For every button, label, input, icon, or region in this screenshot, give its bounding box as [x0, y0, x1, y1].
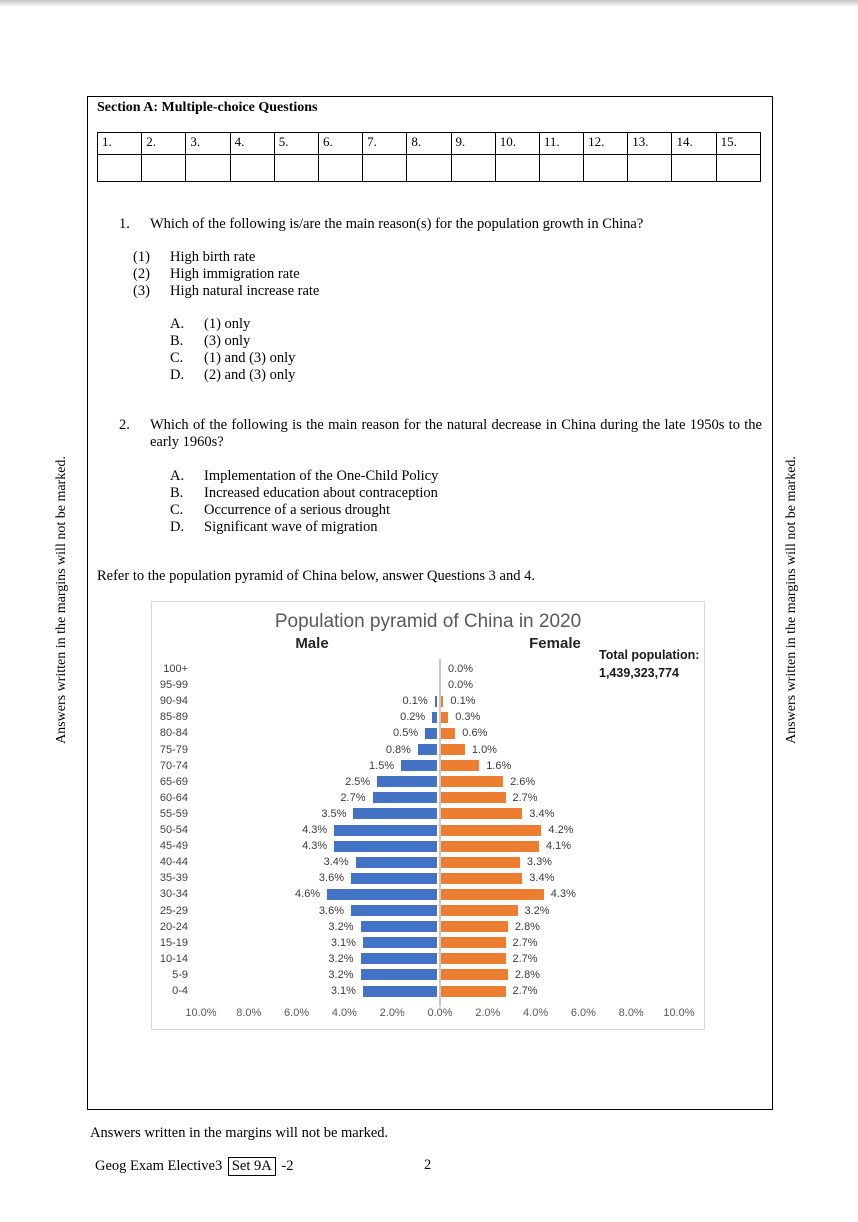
female-bar — [441, 921, 508, 932]
option-row — [170, 485, 438, 502]
option-text: Significant wave of migration — [204, 519, 378, 535]
female-value-label: 3.2% — [524, 904, 550, 917]
female-bar — [441, 841, 539, 852]
female-value-label: 3.3% — [526, 856, 552, 869]
answer-grid-blank-cell — [539, 155, 583, 182]
age-group-label: 30-34 — [159, 888, 188, 901]
page-top-shadow — [0, 0, 858, 7]
male-value-label: 4.3% — [302, 824, 328, 836]
option-text: Increased education about contraception — [204, 485, 438, 501]
male-value-label: 3.1% — [330, 936, 356, 949]
female-bar — [441, 889, 544, 900]
male-bar — [361, 921, 438, 932]
male-value-label: 3.2% — [328, 952, 354, 965]
female-value-label: 4.2% — [548, 824, 574, 836]
male-series-label: Male — [295, 635, 329, 652]
statement-label: (1) — [133, 249, 150, 265]
male-value-label: 4.6% — [295, 888, 321, 901]
statement-row — [133, 283, 319, 300]
question-2-text — [150, 417, 762, 452]
male-value-label: 0.2% — [400, 711, 426, 724]
answer-grid-blank-cell — [186, 155, 230, 182]
female-series-label: Female — [529, 635, 581, 652]
option-text: (2) and (3) only — [204, 367, 296, 383]
option-row — [170, 316, 295, 333]
female-bar — [441, 712, 448, 723]
male-value-label: 3.5% — [321, 807, 347, 820]
statement-text: High natural increase rate — [170, 283, 320, 299]
total-population-value: 1,439,323,774 — [599, 666, 679, 680]
female-bar — [441, 986, 506, 997]
age-group-label: 20-24 — [159, 920, 188, 933]
age-group-label: 55-59 — [159, 807, 188, 820]
answer-grid-blank-cell — [318, 155, 362, 182]
question-text-line: Which of the following is the main reason for the natural decrease in China during the late 1950s to the — [150, 417, 762, 433]
female-bar — [441, 792, 506, 803]
age-group-label: 70-74 — [159, 759, 188, 772]
option-text: Occurrence of a serious drought — [204, 502, 391, 518]
left-margin-note: Answers written in the margins will not be marked. — [54, 456, 69, 744]
option-row — [170, 350, 295, 367]
male-bar — [363, 986, 437, 997]
refer-note: Refer to the population pyramid of China below, answer Questions 3 and 4. — [97, 568, 535, 584]
male-bar — [351, 873, 437, 884]
male-bar — [377, 776, 437, 787]
answer-grid-number-cell: 9. — [451, 133, 495, 155]
x-axis-tick: 10.0% — [663, 1007, 695, 1019]
answer-grid-blank-cell — [584, 155, 628, 182]
option-label: A. — [170, 316, 185, 332]
answer-grid-blank-cell — [230, 155, 274, 182]
male-value-label: 3.6% — [318, 904, 344, 917]
female-value-label: 0.0% — [448, 663, 474, 675]
female-value-label: 0.3% — [455, 711, 481, 724]
male-bar — [356, 857, 437, 868]
footer-set-label: Set 9A — [228, 1157, 276, 1176]
x-axis-tick: 6.0% — [570, 1007, 596, 1019]
statement-label: (3) — [133, 283, 150, 299]
female-value-label: 2.6% — [510, 775, 536, 788]
answer-grid-number-cell: 7. — [363, 133, 407, 155]
answer-grid-number-cell: 14. — [672, 133, 716, 155]
answer-grid-header-row — [98, 133, 761, 155]
total-population-annotation — [599, 646, 699, 682]
x-axis-tick: 4.0% — [331, 1007, 357, 1019]
option-label: C. — [170, 502, 184, 518]
male-value-label: 3.1% — [330, 985, 356, 997]
option-text: Implementation of the One-Child Policy — [204, 468, 439, 484]
answer-grid-number-cell: 15. — [716, 133, 760, 155]
male-value-label: 0.8% — [385, 743, 411, 756]
option-label: B. — [170, 485, 184, 501]
male-value-label: 1.5% — [369, 759, 395, 772]
footer-doc-title: Geog Exam Elective3 — [95, 1158, 223, 1174]
male-bar — [432, 712, 437, 723]
male-bar — [363, 937, 437, 948]
answer-grid-number-cell: 5. — [274, 133, 318, 155]
x-axis-tick: 2.0% — [475, 1007, 501, 1019]
female-value-label: 0.1% — [450, 695, 476, 708]
female-value-label: 1.0% — [471, 743, 497, 756]
age-group-label: 60-64 — [159, 791, 188, 804]
male-bar — [435, 696, 437, 707]
option-label: C. — [170, 350, 184, 366]
female-value-label: 2.8% — [514, 968, 540, 981]
male-bar — [361, 953, 438, 964]
female-bar — [441, 776, 503, 787]
question-1-options — [170, 316, 295, 384]
age-group-label: 50-54 — [159, 824, 188, 836]
x-axis-tick: 10.0% — [185, 1007, 217, 1019]
female-value-label: 3.4% — [529, 872, 555, 885]
question-1-text: Which of the following is/are the main reason(s) for the population growth in China? — [150, 216, 644, 232]
answer-grid-blank-cell — [628, 155, 672, 182]
male-bar — [401, 760, 437, 771]
female-value-label: 0.6% — [462, 727, 488, 740]
answer-grid-number-cell: 1. — [98, 133, 142, 155]
option-row — [170, 502, 438, 519]
age-group-label: 35-39 — [159, 872, 188, 885]
answer-grid-number-cell: 11. — [539, 133, 583, 155]
option-row — [170, 519, 438, 536]
answer-grid-number-cell: 12. — [584, 133, 628, 155]
female-bar — [441, 905, 518, 916]
female-value-label: 3.4% — [529, 807, 555, 820]
answer-grid-table — [97, 132, 761, 182]
female-bar — [441, 937, 506, 948]
answer-grid-blank-row — [98, 155, 761, 182]
age-group-label: 80-84 — [159, 727, 188, 740]
male-value-label: 2.7% — [340, 791, 366, 804]
section-title: Section A: Multiple-choice Questions — [97, 100, 318, 115]
age-group-label: 65-69 — [159, 775, 188, 788]
answer-grid-blank-cell — [142, 155, 186, 182]
female-bar — [441, 969, 508, 980]
age-group-label: 95-99 — [159, 679, 188, 692]
answer-grid-number-cell: 2. — [142, 133, 186, 155]
answer-grid-blank-cell — [98, 155, 142, 182]
age-group-label: 10-14 — [159, 952, 188, 965]
statement-row — [133, 249, 319, 266]
male-bar — [327, 889, 437, 900]
option-text: (1) and (3) only — [204, 350, 296, 366]
answer-grid-number-cell: 10. — [495, 133, 539, 155]
male-value-label: 0.1% — [402, 695, 428, 708]
option-label: B. — [170, 333, 184, 349]
male-bar — [425, 728, 437, 739]
female-value-label: 2.7% — [512, 952, 538, 965]
answer-grid-number-cell: 13. — [628, 133, 672, 155]
question-1-number: 1. — [119, 216, 130, 232]
answer-grid-blank-cell — [716, 155, 760, 182]
female-bar — [441, 873, 522, 884]
x-axis-tick: 8.0% — [236, 1007, 262, 1019]
female-value-label: 2.7% — [512, 791, 538, 804]
age-group-label: 45-49 — [159, 840, 188, 853]
answer-grid-blank-cell — [274, 155, 318, 182]
answer-grid-number-cell: 4. — [230, 133, 274, 155]
female-value-label: 2.8% — [514, 920, 540, 933]
age-group-label: 15-19 — [159, 936, 188, 949]
x-axis-tick: 6.0% — [284, 1007, 310, 1019]
male-bar — [351, 905, 437, 916]
female-value-label: 4.1% — [546, 840, 572, 853]
option-text: (3) only — [204, 333, 251, 349]
option-row — [170, 468, 438, 485]
female-value-label: 2.7% — [512, 936, 538, 949]
chart-title: Population pyramid of China in 2020 — [274, 611, 582, 632]
female-bar — [441, 760, 479, 771]
age-group-label: 25-29 — [159, 904, 188, 917]
statement-text: High birth rate — [170, 249, 256, 265]
male-bar — [418, 744, 437, 755]
x-axis-tick: 8.0% — [618, 1007, 644, 1019]
male-bar — [334, 825, 437, 836]
male-value-label: 3.4% — [323, 856, 349, 869]
question-1-statements — [133, 249, 319, 300]
female-bar — [441, 728, 455, 739]
option-label: D. — [170, 519, 185, 535]
statement-row — [133, 266, 319, 283]
question-text-line: early 1960s? — [150, 434, 224, 451]
answer-grid-number-cell: 3. — [186, 133, 230, 155]
male-value-label: 0.5% — [393, 727, 419, 740]
male-value-label: 3.6% — [318, 872, 344, 885]
page-number: 2 — [424, 1157, 432, 1173]
x-axis-tick: 2.0% — [379, 1007, 405, 1019]
female-value-label: 1.6% — [486, 759, 512, 772]
female-bar — [441, 744, 465, 755]
option-text: (1) only — [204, 316, 251, 332]
question-2-options — [170, 468, 438, 536]
question-2-number: 2. — [119, 417, 130, 433]
female-bar — [441, 953, 506, 964]
female-value-label: 0.0% — [448, 679, 474, 692]
female-bar — [441, 825, 541, 836]
male-value-label: 2.5% — [345, 775, 371, 788]
answer-grid-blank-cell — [495, 155, 539, 182]
x-axis-tick: 4.0% — [523, 1007, 549, 1019]
total-population-label: Total population: — [599, 648, 700, 662]
option-label: A. — [170, 468, 185, 484]
age-group-label: 100+ — [163, 663, 188, 675]
age-group-label: 0-4 — [172, 985, 188, 997]
right-margin-note: Answers written in the margins will not be marked. — [784, 456, 799, 744]
age-group-label: 5-9 — [172, 968, 188, 981]
male-value-label: 3.2% — [328, 920, 354, 933]
document-footer — [95, 1157, 293, 1176]
female-bar — [441, 857, 520, 868]
answer-grid-blank-cell — [672, 155, 716, 182]
age-group-label: 90-94 — [159, 695, 188, 708]
option-row — [170, 333, 295, 350]
answer-grid-blank-cell — [363, 155, 407, 182]
statement-label: (2) — [133, 266, 150, 282]
option-row — [170, 367, 295, 384]
female-bar — [441, 696, 443, 707]
male-value-label: 4.3% — [302, 840, 328, 853]
answer-grid-number-cell: 6. — [318, 133, 362, 155]
bottom-margin-note: Answers written in the margins will not be marked. — [90, 1125, 389, 1141]
age-group-label: 40-44 — [159, 856, 188, 869]
male-bar — [334, 841, 437, 852]
x-axis-tick: 0.0% — [427, 1007, 453, 1019]
answer-grid-blank-cell — [451, 155, 495, 182]
age-group-label: 85-89 — [159, 711, 188, 724]
age-group-label: 75-79 — [159, 743, 188, 756]
male-bar — [353, 808, 437, 819]
answer-grid-blank-cell — [407, 155, 451, 182]
male-bar — [373, 792, 438, 803]
female-value-label: 2.7% — [512, 985, 538, 997]
answer-grid-number-cell: 8. — [407, 133, 451, 155]
population-pyramid-chart — [151, 601, 705, 1030]
female-bar — [441, 808, 522, 819]
male-value-label: 3.2% — [328, 968, 354, 981]
male-bar — [361, 969, 438, 980]
statement-text: High immigration rate — [170, 266, 300, 282]
female-value-label: 4.3% — [550, 888, 576, 901]
footer-suffix: -2 — [281, 1158, 294, 1174]
option-label: D. — [170, 367, 185, 383]
